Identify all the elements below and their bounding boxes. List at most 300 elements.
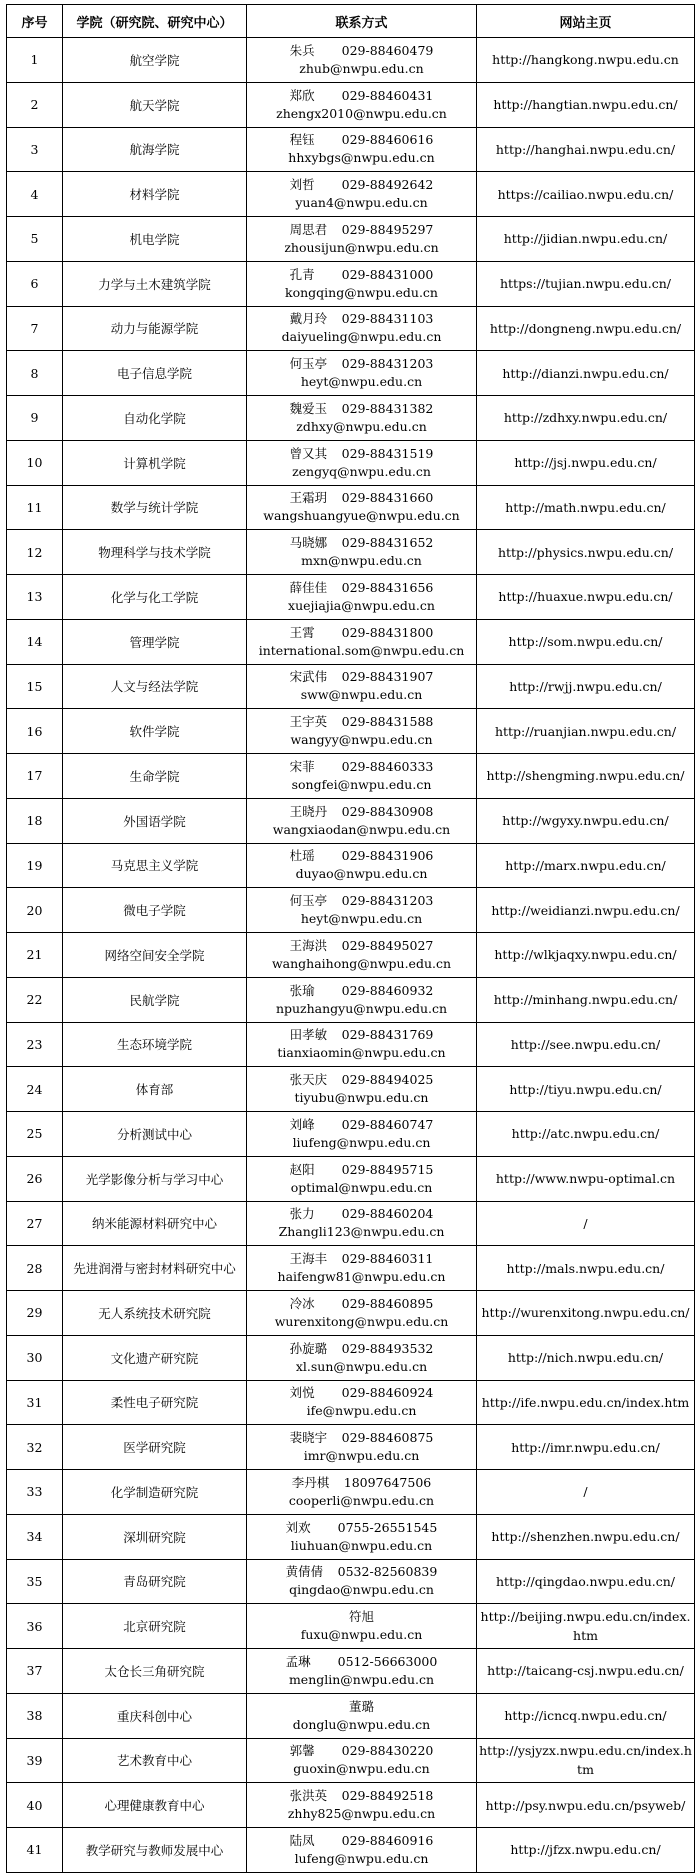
table-row [7,977,695,1022]
contact-phone: 029-88460204 [341,1206,434,1222]
unit-name: 外国语学院 [63,798,247,843]
row-index: 13 [7,575,63,620]
contact-name-phone [253,847,470,865]
contact-cell [247,1156,477,1201]
unit-name: 无人系统技术研究院 [63,1291,247,1336]
row-index: 36 [7,1604,63,1649]
contact-cell [247,1470,477,1515]
header-row [7,5,695,38]
unit-name: 分析测试中心 [63,1112,247,1157]
table-row [7,217,695,262]
contact-phone: 029-88495715 [341,1161,434,1177]
unit-name: 光学影像分析与学习中心 [63,1156,247,1201]
website-link[interactable]: http://shengming.nwpu.edu.cn/ [477,754,695,799]
website-link[interactable]: http://nich.nwpu.edu.cn/ [477,1335,695,1380]
unit-name: 深圳研究院 [63,1514,247,1559]
website-link: / [477,1470,695,1515]
contact-name: 周思君 [289,221,328,237]
website-link[interactable]: https://cailiao.nwpu.edu.cn/ [477,172,695,217]
table-row [7,1380,695,1425]
website-link[interactable]: http://math.nwpu.edu.cn/ [477,485,695,530]
table-body [7,38,695,1873]
row-index: 15 [7,664,63,709]
website-link[interactable]: http://wgyxy.nwpu.edu.cn/ [477,798,695,843]
table-row [7,440,695,485]
unit-name: 纳米能源材料研究中心 [63,1201,247,1246]
contact-phone: 029-88460895 [341,1295,434,1311]
table-row [7,1828,695,1873]
contact-phone: 029-88431203 [341,356,434,372]
contact-email[interactable]: liufeng@nwpu.edu.cn [292,1134,431,1150]
website-link[interactable]: http://marx.nwpu.edu.cn/ [477,843,695,888]
contact-phone: 029-88431652 [341,535,434,551]
contact-email[interactable]: heyt@nwpu.edu.cn [300,374,423,390]
contact-name: 马晓娜 [289,535,328,551]
contact-phone: 029-88460311 [341,1251,434,1267]
contact-email[interactable]: zhhy825@nwpu.edu.cn [287,1806,436,1822]
table-row [7,1559,695,1604]
contact-name-phone [253,266,470,284]
contact-name: 孙旋璐 [289,1340,328,1356]
website-link[interactable]: http://ruanjian.nwpu.edu.cn/ [477,709,695,754]
contact-cell [247,1738,477,1783]
contact-name-phone [253,624,470,642]
website-link[interactable]: http://weidianzi.nwpu.edu.cn/ [477,888,695,933]
row-index: 20 [7,888,63,933]
contact-email[interactable]: imr@nwpu.edu.cn [303,1448,420,1464]
contact-email[interactable]: liuhuan@nwpu.edu.cn [290,1537,433,1553]
table-row [7,1156,695,1201]
unit-name: 物理科学与技术学院 [63,530,247,575]
unit-name: 心理健康教育中心 [63,1783,247,1828]
website-link[interactable]: http://rwjj.nwpu.edu.cn/ [477,664,695,709]
table-row [7,351,695,396]
unit-name: 力学与土木建筑学院 [63,261,247,306]
contact-cell [247,1604,477,1649]
website-link[interactable]: http://huaxue.nwpu.edu.cn/ [477,575,695,620]
table-row [7,664,695,709]
contact-cell [247,575,477,620]
contact-email[interactable]: wanghaihong@nwpu.edu.cn [271,955,452,971]
contact-name-phone [253,982,470,1000]
contact-name: 符旭 [348,1609,374,1625]
contact-name-phone [253,1832,470,1850]
row-index: 10 [7,440,63,485]
contact-phone: 029-88460932 [341,982,434,998]
row-index: 30 [7,1335,63,1380]
table-row [7,261,695,306]
contact-cell [247,1201,477,1246]
contact-name: 陆凤 [289,1832,315,1848]
contact-phone: 029-88431382 [341,400,434,416]
contact-name-phone [253,1653,470,1671]
table-row [7,1112,695,1157]
row-index: 8 [7,351,63,396]
unit-name: 电子信息学院 [63,351,247,396]
contact-email[interactable]: ife@nwpu.edu.cn [306,1403,417,1419]
contact-phone: 029-88460479 [341,42,434,58]
contact-name-phone [253,42,470,60]
contact-phone: 029-88431769 [341,1027,434,1043]
unit-name: 自动化学院 [63,396,247,441]
website-link[interactable]: https://tujian.nwpu.edu.cn/ [477,261,695,306]
website-link[interactable]: http://zdhxy.nwpu.edu.cn/ [477,396,695,441]
contact-cell [247,1022,477,1067]
unit-name: 教学研究与教师发展中心 [63,1828,247,1873]
contact-cell [247,306,477,351]
contact-name: 郑欣 [289,87,315,103]
table-row [7,1335,695,1380]
row-index: 6 [7,261,63,306]
row-index: 9 [7,396,63,441]
contact-cell [247,485,477,530]
unit-name: 软件学院 [63,709,247,754]
contact-email[interactable]: cooperli@nwpu.edu.cn [288,1492,435,1508]
row-index: 24 [7,1067,63,1112]
row-index: 31 [7,1380,63,1425]
website-link[interactable]: http://mals.nwpu.edu.cn/ [477,1246,695,1291]
contact-name-phone [253,310,470,328]
table-row [7,1470,695,1515]
contact-name-phone [253,87,470,105]
contact-email[interactable]: international.som@nwpu.edu.cn [258,642,465,658]
website-link[interactable]: http://jsj.nwpu.edu.cn/ [477,440,695,485]
contact-phone: 029-88430220 [341,1743,434,1759]
contact-name-phone [253,1205,470,1223]
row-index: 26 [7,1156,63,1201]
contact-phone: 029-88431203 [341,893,434,909]
website-link[interactable]: http://www.nwpu-optimal.cn [477,1156,695,1201]
row-index: 41 [7,1828,63,1873]
contact-name: 刘悦 [289,1385,315,1401]
contact-name-phone [253,176,470,194]
row-index: 21 [7,933,63,978]
contact-phone: 029-88431588 [341,714,434,730]
contact-cell [247,1112,477,1157]
contact-email[interactable]: sww@nwpu.edu.cn [300,687,423,703]
unit-name: 数学与统计学院 [63,485,247,530]
contact-name: 裴晓宇 [289,1430,328,1446]
contact-phone: 029-88495297 [341,221,434,237]
contact-cell [247,217,477,262]
contact-name-phone [253,1519,470,1537]
contact-name: 黄倩倩 [285,1564,324,1580]
contact-email[interactable]: xuejiajia@nwpu.edu.cn [288,597,435,613]
contact-name: 杜瑶 [289,848,315,864]
contact-cell [247,754,477,799]
table-row [7,172,695,217]
contact-email[interactable]: guoxin@nwpu.edu.cn [293,1761,430,1777]
contact-name: 宋武伟 [289,669,328,685]
contact-name: 薛佳佳 [289,579,328,595]
table-row [7,754,695,799]
contact-name-phone [253,937,470,955]
contact-name-phone [253,1787,470,1805]
contact-name: 郭馨 [289,1743,315,1759]
contact-cell [247,977,477,1022]
contact-name-phone [253,1474,470,1492]
contact-phone: 029-88460875 [341,1430,434,1446]
contact-cell [247,933,477,978]
contact-email[interactable]: zdhxy@nwpu.edu.cn [296,418,427,434]
header-unit: 学院（研究院、研究中心） [63,5,247,38]
contact-name-phone [253,892,470,910]
row-index: 34 [7,1514,63,1559]
website-link[interactable]: http://imr.nwpu.edu.cn/ [477,1425,695,1470]
contact-name-phone [253,1698,470,1716]
contact-name: 张洪英 [289,1788,328,1804]
row-index: 37 [7,1649,63,1694]
contact-name-phone [253,803,470,821]
website-link[interactable]: http://shenzhen.nwpu.edu.cn/ [477,1514,695,1559]
contact-phone: 029-88431907 [341,669,434,685]
table-row [7,843,695,888]
contact-name-phone [253,1026,470,1044]
contact-phone: 029-88492518 [341,1788,434,1804]
table-row [7,1201,695,1246]
contact-email[interactable]: Zhangli123@nwpu.edu.cn [278,1224,445,1240]
row-index: 39 [7,1738,63,1783]
contact-email[interactable]: optimal@nwpu.edu.cn [290,1179,433,1195]
website-link[interactable]: http://dianzi.nwpu.edu.cn/ [477,351,695,396]
table-row [7,1022,695,1067]
unit-name: 先进润滑与密封材料研究中心 [63,1246,247,1291]
contact-name: 戴月玲 [289,311,328,327]
contact-phone: 029-88460616 [341,132,434,148]
contact-email[interactable]: zhengx2010@nwpu.edu.cn [276,105,447,121]
unit-name: 柔性电子研究院 [63,1380,247,1425]
contact-cell [247,351,477,396]
header-contact: 联系方式 [247,5,477,38]
row-index: 38 [7,1693,63,1738]
unit-name: 青岛研究院 [63,1559,247,1604]
contact-name-phone [253,758,470,776]
website-link[interactable]: http://beijing.nwpu.edu.cn/index.htm [477,1604,695,1649]
contact-email[interactable]: fuxu@nwpu.edu.cn [300,1627,423,1643]
website-link[interactable]: http://see.nwpu.edu.cn/ [477,1022,695,1067]
contact-cell [247,1291,477,1336]
contact-cell [247,709,477,754]
row-index: 18 [7,798,63,843]
unit-name: 航天学院 [63,82,247,127]
contact-phone: 029-88431800 [341,624,434,640]
contact-email[interactable]: hhxybgs@nwpu.edu.cn [288,150,435,166]
contact-phone: 029-88492642 [341,177,434,193]
contact-name: 程钰 [289,132,315,148]
website-link[interactable]: http://taicang-csj.nwpu.edu.cn/ [477,1649,695,1694]
contact-cell [247,1828,477,1873]
contact-name: 魏爱玉 [289,400,328,416]
contact-phone: 029-88495027 [341,937,434,953]
contact-phone: 0512-56663000 [337,1653,438,1669]
contact-phone: 029-88431660 [341,490,434,506]
contact-name: 王宇英 [289,714,328,730]
contact-email[interactable]: wangshuangyue@nwpu.edu.cn [263,508,460,524]
unit-name: 生态环境学院 [63,1022,247,1067]
contact-name: 田孝敏 [289,1027,328,1043]
website-link[interactable]: http://hanghai.nwpu.edu.cn/ [477,127,695,172]
contact-email[interactable]: zengyq@nwpu.edu.cn [292,463,431,479]
contact-email[interactable]: wurenxitong@nwpu.edu.cn [274,1313,449,1329]
contact-name: 刘哲 [289,177,315,193]
contact-name-phone [253,1429,470,1447]
contact-phone: 029-88431519 [341,445,434,461]
contact-email[interactable]: xl.sun@nwpu.edu.cn [295,1358,428,1374]
contact-name: 赵阳 [289,1161,315,1177]
contact-phone: 029-88431103 [341,311,434,327]
contact-email[interactable]: zhub@nwpu.edu.cn [299,60,424,76]
website-link[interactable]: http://wlkjaqxy.nwpu.edu.cn/ [477,933,695,978]
row-index: 27 [7,1201,63,1246]
contact-cell [247,38,477,83]
row-index: 4 [7,172,63,217]
table-row [7,1514,695,1559]
contact-name-phone [253,1161,470,1179]
unit-name: 化学制造研究院 [63,1470,247,1515]
website-link[interactable]: http://wurenxitong.nwpu.edu.cn/ [477,1291,695,1336]
contact-name: 王海丰 [289,1251,328,1267]
contact-name-phone [253,355,470,373]
contact-name: 王海洪 [289,937,328,953]
contact-name: 王晓丹 [289,803,328,819]
website-link[interactable]: http://qingdao.nwpu.edu.cn/ [477,1559,695,1604]
contact-phone: 029-88460747 [341,1116,434,1132]
contact-email[interactable]: wangyy@nwpu.edu.cn [290,732,433,748]
website-link[interactable]: http://psy.nwpu.edu.cn/psyweb/ [477,1783,695,1828]
unit-name: 太仓长三角研究院 [63,1649,247,1694]
website-link[interactable]: http://ysjyzx.nwpu.edu.cn/index.htm [477,1738,695,1783]
contact-phone: 029-88493532 [341,1340,434,1356]
unit-name: 马克思主义学院 [63,843,247,888]
contact-name: 张瑜 [289,982,315,998]
contact-email[interactable]: tiyubu@nwpu.edu.cn [294,1090,429,1106]
website-link[interactable]: http://dongneng.nwpu.edu.cn/ [477,306,695,351]
contact-name-phone [253,1608,470,1626]
table-row [7,1783,695,1828]
contact-email[interactable]: haifengw81@nwpu.edu.cn [277,1269,446,1285]
website-link[interactable]: http://hangtian.nwpu.edu.cn/ [477,82,695,127]
contact-email[interactable]: heyt@nwpu.edu.cn [300,911,423,927]
row-index: 11 [7,485,63,530]
contact-name: 王霄 [289,624,315,640]
table-row [7,82,695,127]
row-index: 12 [7,530,63,575]
contact-phone: 0755-26551545 [337,1519,438,1535]
row-index: 40 [7,1783,63,1828]
website-link[interactable]: http://minhang.nwpu.edu.cn/ [477,977,695,1022]
website-link[interactable]: http://jfzx.nwpu.edu.cn/ [477,1828,695,1873]
contact-email[interactable]: kongqing@nwpu.edu.cn [285,284,438,300]
contact-name: 李丹棋 [291,1474,330,1490]
contact-email[interactable]: songfei@nwpu.edu.cn [291,776,432,792]
website-link[interactable]: http://tiyu.nwpu.edu.cn/ [477,1067,695,1112]
contact-email[interactable]: duyao@nwpu.edu.cn [295,866,428,882]
row-index: 7 [7,306,63,351]
table-row [7,1738,695,1783]
contact-cell [247,1514,477,1559]
website-link[interactable]: http://atc.nwpu.edu.cn/ [477,1112,695,1157]
contact-cell [247,1380,477,1425]
contact-email[interactable]: menglin@nwpu.edu.cn [288,1671,435,1687]
contact-email[interactable]: npuzhangyu@nwpu.edu.cn [275,1000,448,1016]
contact-name-phone [253,221,470,239]
contact-name: 冷冰 [289,1295,315,1311]
contact-name-phone [253,445,470,463]
table-row [7,1649,695,1694]
website-link[interactable]: http://jidian.nwpu.edu.cn/ [477,217,695,262]
contact-email[interactable]: donglu@nwpu.edu.cn [292,1716,431,1732]
contact-email[interactable]: daiyueling@nwpu.edu.cn [281,329,442,345]
contact-name-phone [253,400,470,418]
contact-table-container [6,4,694,1873]
contact-phone: 029-88431000 [341,266,434,282]
website-link[interactable]: http://ife.nwpu.edu.cn/index.htm [477,1380,695,1425]
row-index: 22 [7,977,63,1022]
table-row [7,1067,695,1112]
contact-email[interactable]: zhousijun@nwpu.edu.cn [284,239,439,255]
contact-name: 王霜玥 [289,490,328,506]
contact-name: 孟琳 [285,1653,311,1669]
table-row [7,1246,695,1291]
table-row [7,396,695,441]
unit-name: 航海学院 [63,127,247,172]
contact-email[interactable]: qingdao@nwpu.edu.cn [289,1582,434,1598]
contact-name-phone [253,1116,470,1134]
website-link[interactable]: http://physics.nwpu.edu.cn/ [477,530,695,575]
row-index: 35 [7,1559,63,1604]
website-link[interactable]: http://som.nwpu.edu.cn/ [477,619,695,664]
row-index: 33 [7,1470,63,1515]
contact-email[interactable]: tianxiaomin@nwpu.edu.cn [277,1045,446,1061]
contact-phone: 029-88460916 [341,1832,434,1848]
table-row [7,530,695,575]
row-index: 25 [7,1112,63,1157]
contact-cell [247,172,477,217]
contact-phone: 029-88460431 [341,87,434,103]
contact-email[interactable]: mxn@nwpu.edu.cn [301,553,422,569]
contact-cell [247,127,477,172]
contact-cell [247,1067,477,1112]
contact-cell [247,1559,477,1604]
contact-cell [247,798,477,843]
contact-cell [247,1425,477,1470]
row-index: 17 [7,754,63,799]
website-link[interactable]: http://icncq.nwpu.edu.cn/ [477,1693,695,1738]
contact-email[interactable]: wangxiaodan@nwpu.edu.cn [272,821,451,837]
row-index: 3 [7,127,63,172]
contact-name: 张力 [289,1206,315,1222]
table-row [7,485,695,530]
unit-name: 航空学院 [63,38,247,83]
unit-name: 医学研究院 [63,1425,247,1470]
contact-phone: 18097647506 [343,1474,432,1490]
contact-cell [247,440,477,485]
unit-name: 人文与经法学院 [63,664,247,709]
contact-name-phone [253,1563,470,1581]
contact-email[interactable]: yuan4@nwpu.edu.cn [295,195,428,211]
contact-table [6,4,695,1873]
contact-cell [247,530,477,575]
contact-name: 董璐 [348,1698,374,1714]
table-row [7,933,695,978]
website-link[interactable]: http://hangkong.nwpu.edu.cn [477,38,695,83]
unit-name: 网络空间安全学院 [63,933,247,978]
contact-email[interactable]: lufeng@nwpu.edu.cn [294,1850,429,1866]
table-row [7,127,695,172]
row-index: 29 [7,1291,63,1336]
contact-name-phone [253,1295,470,1313]
contact-name-phone [253,1384,470,1402]
